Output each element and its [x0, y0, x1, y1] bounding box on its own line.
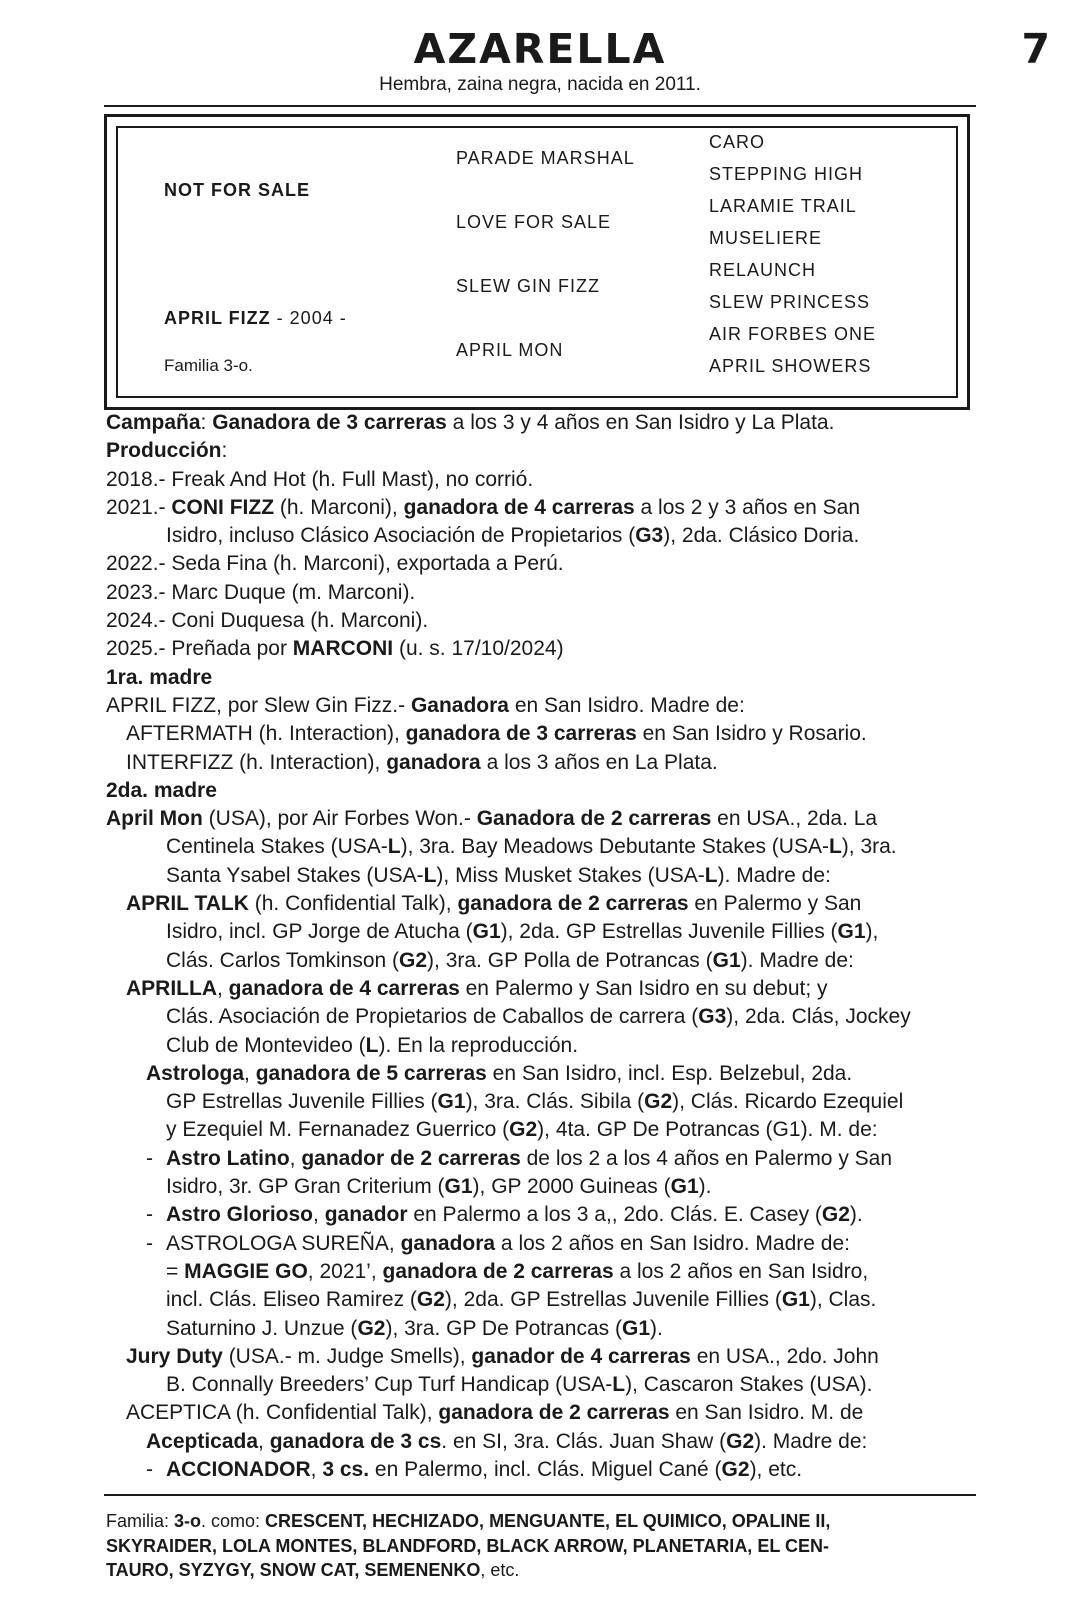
produccion-2022: 2022.- Seda Fina (h. Marconi), exportada a Perú. [106, 552, 564, 576]
madre2-offspring: APRIL TALK (h. Confidential Talk), ganadora de 2 carreras en Palermo y San [126, 892, 862, 916]
madre2-line: incl. Clás. Eliseo Ramirez (G2), 2da. GP Estrellas Juvenile Fillies (G1), Clas. [166, 1288, 877, 1312]
pedigree-gen3-7: AIR FORBES ONE [709, 324, 877, 344]
madre2-offspring: Astrologa, ganadora de 5 carreras en San Isidro, incl. Esp. Belzebul, 2da. [146, 1061, 853, 1085]
produccion-2021: 2021.- CONI FIZZ (h. Marconi), ganadora de 4 carreras a los 2 y 3 años en San [106, 495, 861, 519]
madre2-line: Clás. Asociación de Propietarios de Caballos de carrera (G3), 2da. Clás, Jockey [166, 1005, 911, 1029]
pedigree-dam-name: APRIL FIZZ [164, 308, 271, 328]
madre2-line: Saturnino J. Unzue (G2), 3ra. GP De Potrancas (G1). [166, 1316, 663, 1340]
madre2-offspring: Acepticada, ganadora de 3 cs. en SI, 3ra. Clás. Juan Shaw (G2). Madre de: [146, 1429, 868, 1453]
madre2-offspring: Jury Duty (USA.- m. Judge Smells), ganador de 4 carreras en USA., 2do. John [126, 1344, 879, 1368]
pedigree-gen3-1: CARO [709, 132, 766, 152]
madre2-offspring: - ASTROLOGA SUREÑA, ganadora a los 2 años en San Isidro. Madre de: [146, 1231, 850, 1255]
madre2-line: GP Estrellas Juvenile Fillies (G1), 3ra. Clás. Sibila (G2), Clás. Ricardo Ezequiel [166, 1090, 904, 1114]
pedigree-dam-year: - 2004 - [270, 308, 347, 328]
pedigree-gen3-6: SLEW PRINCESS [709, 292, 871, 312]
madre2-line: Club de Montevideo (L). En la reproducción. [166, 1033, 579, 1057]
madre1-offspring: AFTERMATH (h. Interaction), ganadora de 3 carreras en San Isidro y Rosario. [126, 722, 867, 746]
pedigree-gen3-5: RELAUNCH [709, 260, 817, 280]
madre2-line: Isidro, incl. GP Jorge de Atucha (G1), 2da. GP Estrellas Juvenile Fillies (G1), [166, 920, 879, 944]
madre1-line: APRIL FIZZ, por Slew Gin Fizz.- Ganadora en San Isidro. Madre de: [106, 693, 745, 717]
madre2-heading: 2da. madre [106, 778, 217, 802]
madre1-offspring: INTERFIZZ (h. Interaction), ganadora a los 3 años en La Plata. [126, 750, 718, 774]
madre2-offspring: - Astro Latino, ganador de 2 carreras de los 2 a los 4 años en Palermo y San [146, 1146, 893, 1170]
pedigree-dam-sire: SLEW GIN FIZZ [456, 276, 601, 296]
header-divider [104, 105, 976, 107]
pedigree-sire: NOT FOR SALE [164, 180, 310, 200]
pedigree-sire-sire: PARADE MARSHAL [456, 148, 635, 168]
madre2-line: Centinela Stakes (USA-L), 3ra. Bay Meadows Debutante Stakes (USA-L), 3ra. [166, 835, 897, 859]
pedigree-gen3-4: MUSELIERE [709, 228, 823, 248]
produccion-heading: Producción: [106, 439, 228, 463]
madre2-line: B. Connally Breeders’ Cup Turf Handicap (USA-L), Cascaron Stakes (USA). [166, 1373, 873, 1397]
madre2-line: y Ezequiel M. Fernanadez Guerrico (G2), 4ta. GP De Potrancas (G1). M. de: [166, 1118, 878, 1142]
pedigree-family: Familia 3-o. [164, 356, 253, 375]
madre2-line: Clás. Carlos Tomkinson (G2), 3ra. GP Polla de Potrancas (G1). Madre de: [166, 948, 854, 972]
pedigree-dam-dam: APRIL MON [456, 340, 564, 360]
pedigree-gen3-3: LARAMIE TRAIL [709, 196, 857, 216]
produccion-2025: 2025.- Preñada por MARCONI (u. s. 17/10/2024) [106, 637, 564, 661]
produccion-2024: 2024.- Coni Duquesa (h. Marconi). [106, 609, 429, 633]
footer-line: SKYRAIDER, LOLA MONTES, BLANDFORD, BLACK ARROW, PLANETARIA, EL CEN- [106, 1535, 829, 1556]
produccion-2021-cont: Isidro, incluso Clásico Asociación de Propietarios (G3), 2da. Clásico Doria. [166, 524, 860, 548]
pedigree-gen3-2: STEPPING HIGH [709, 164, 864, 184]
footer-divider [104, 1494, 976, 1496]
pedigree-dam [164, 307, 347, 329]
produccion-2023: 2023.- Marc Duque (m. Marconi). [106, 580, 416, 604]
madre2-offspring: APRILLA, ganadora de 4 carreras en Palermo y San Isidro en su debut; y [126, 976, 828, 1000]
horse-description: Hembra, zaina negra, nacida en 2011. [379, 74, 701, 95]
madre2-line: April Mon (USA), por Air Forbes Won.- Ganadora de 2 carreras en USA., 2da. La [106, 807, 878, 831]
pedigree-gen3-8: APRIL SHOWERS [709, 356, 872, 376]
madre1-heading: 1ra. madre [106, 665, 213, 689]
horse-name-title: AZARELLA [413, 25, 667, 73]
pedigree-box [104, 114, 970, 410]
madre2-offspring: - ACCIONADOR, 3 cs. en Palermo, incl. Clás. Miguel Cané (G2), etc. [146, 1457, 803, 1481]
footer-line: TAURO, SYZYGY, SNOW CAT, SEMENENKO, etc. [106, 1560, 520, 1580]
madre2-line: Isidro, 3r. GP Gran Criterium (G1), GP 2000 Guineas (G1). [166, 1175, 712, 1199]
footer-line: Familia: 3-o. como: CRESCENT, HECHIZADO, MENGUANTE, EL QUIMICO, OPALINE II, [106, 1511, 831, 1531]
campana-line: Campaña: Ganadora de 3 carreras a los 3 y 4 años en San Isidro y La Plata. [106, 411, 835, 434]
madre2-line: = MAGGIE GO, 2021’, ganadora de 2 carreras a los 2 años en San Isidro, [166, 1259, 869, 1283]
madre2-offspring: - Astro Glorioso, ganador en Palermo a los 3 a,, 2do. Clás. E. Casey (G2). [146, 1203, 863, 1227]
record-body [106, 409, 986, 1484]
pedigree-sire-dam: LOVE FOR SALE [456, 212, 612, 232]
produccion-2018: 2018.- Freak And Hot (h. Full Mast), no corrió. [106, 467, 534, 491]
madre2-line: Santa Ysabel Stakes (USA-L), Miss Musket Stakes (USA-L). Madre de: [166, 863, 831, 887]
family-footer [106, 1509, 986, 1583]
page-number: 7 [1021, 25, 1050, 73]
madre2-offspring: ACEPTICA (h. Confidential Talk), ganadora de 2 carreras en San Isidro. M. de [126, 1401, 864, 1425]
